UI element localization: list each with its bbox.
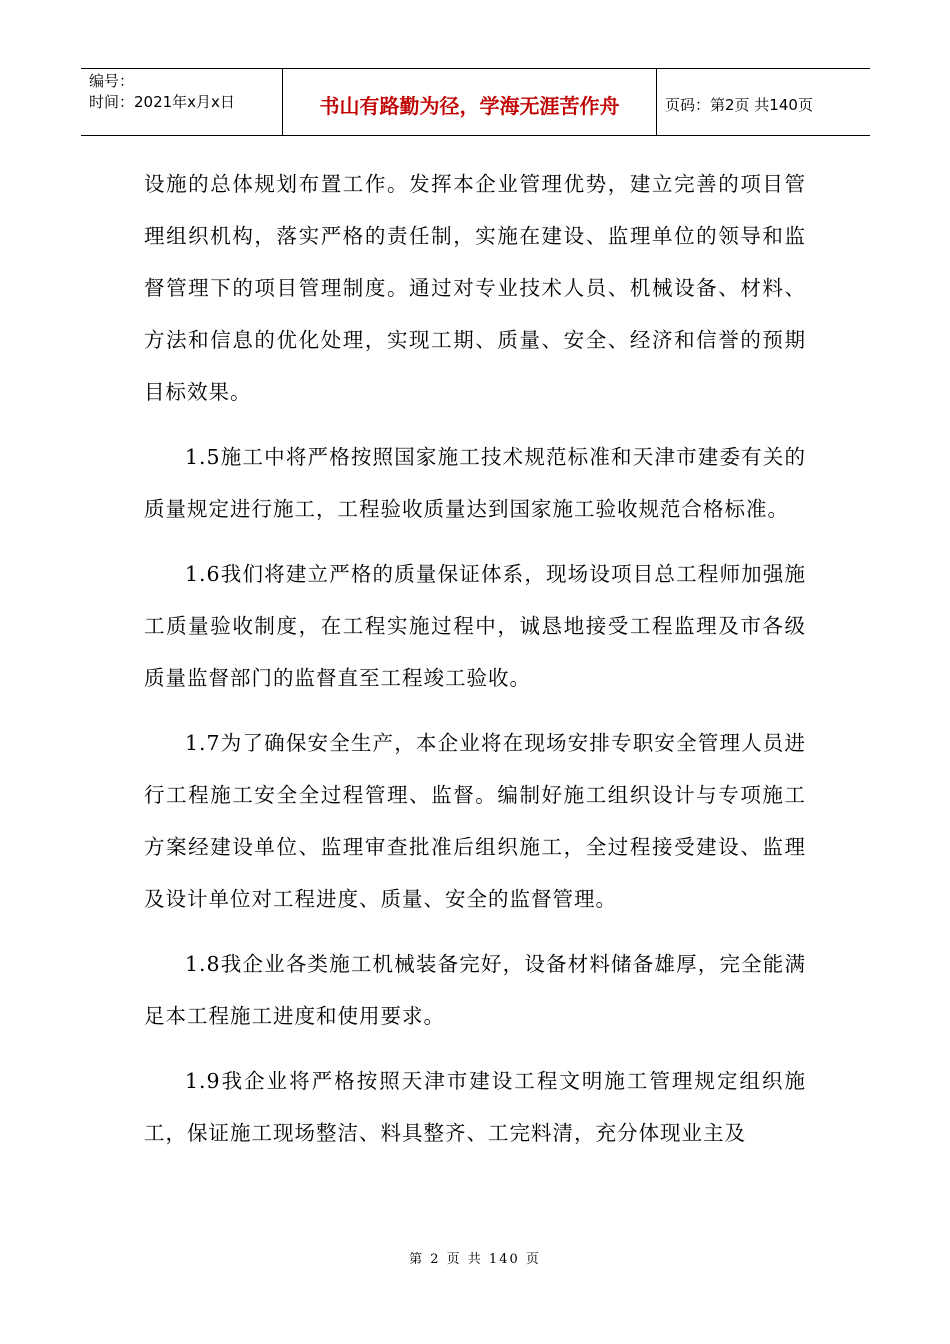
header-page-info: 页码：第2页 共140页 xyxy=(665,95,813,114)
header-motto: 书山有路勤为径，学海无涯苦作舟 xyxy=(283,69,657,135)
document-body xyxy=(144,158,806,1159)
paragraph-1-5: 1.5施工中将严格按照国家施工技术规范标准和天津市建委有关的质量规定进行施工，工程验收质量达到国家施工验收规范合格标准。 xyxy=(144,445,806,521)
document-time-label: 时间：2021年x月x日 xyxy=(89,93,235,111)
paragraph-1-7: 1.7为了确保安全生产，本企业将在现场安排专职安全管理人员进行工程施工安全全过程管理、监督。编制好施工组织设计与专项施工方案经建设单位、监理审查批准后组织施工，全过程接受建设、监理及设计单位对工程进度、质量、安全的监督管理。 xyxy=(144,731,806,911)
paragraph-1-9: 1.9我企业将严格按照天津市建设工程文明施工管理规定组织施工，保证施工现场整洁、料具整齐、工完料清，充分体现业主及 xyxy=(144,1069,806,1145)
paragraph-1-8: 1.8我企业各类施工机械装备完好，设备材料储备雄厚，完全能满足本工程施工进度和使用要求。 xyxy=(144,952,806,1028)
paragraph-1-6: 1.6我们将建立严格的质量保证体系，现场设项目总工程师加强施工质量验收制度，在工程实施过程中，诚恳地接受工程监理及市各级质量监督部门的监督直至工程竣工验收。 xyxy=(144,562,806,690)
paragraph-continued: 设施的总体规划布置工作。发挥本企业管理优势，建立完善的项目管理组织机构，落实严格的责任制，实施在建设、监理单位的领导和监督管理下的项目管理制度。通过对专业技术人员、机械设备、材料、方法和信息的优化处理，实现工期、质量、安全、经济和信誉的预期目标效果。 xyxy=(144,172,806,404)
header-meta xyxy=(81,69,283,135)
page-footer: 第 2 页 共 140 页 xyxy=(409,1252,541,1267)
page-header xyxy=(81,68,870,136)
document-number-label: 编号： xyxy=(89,72,135,90)
